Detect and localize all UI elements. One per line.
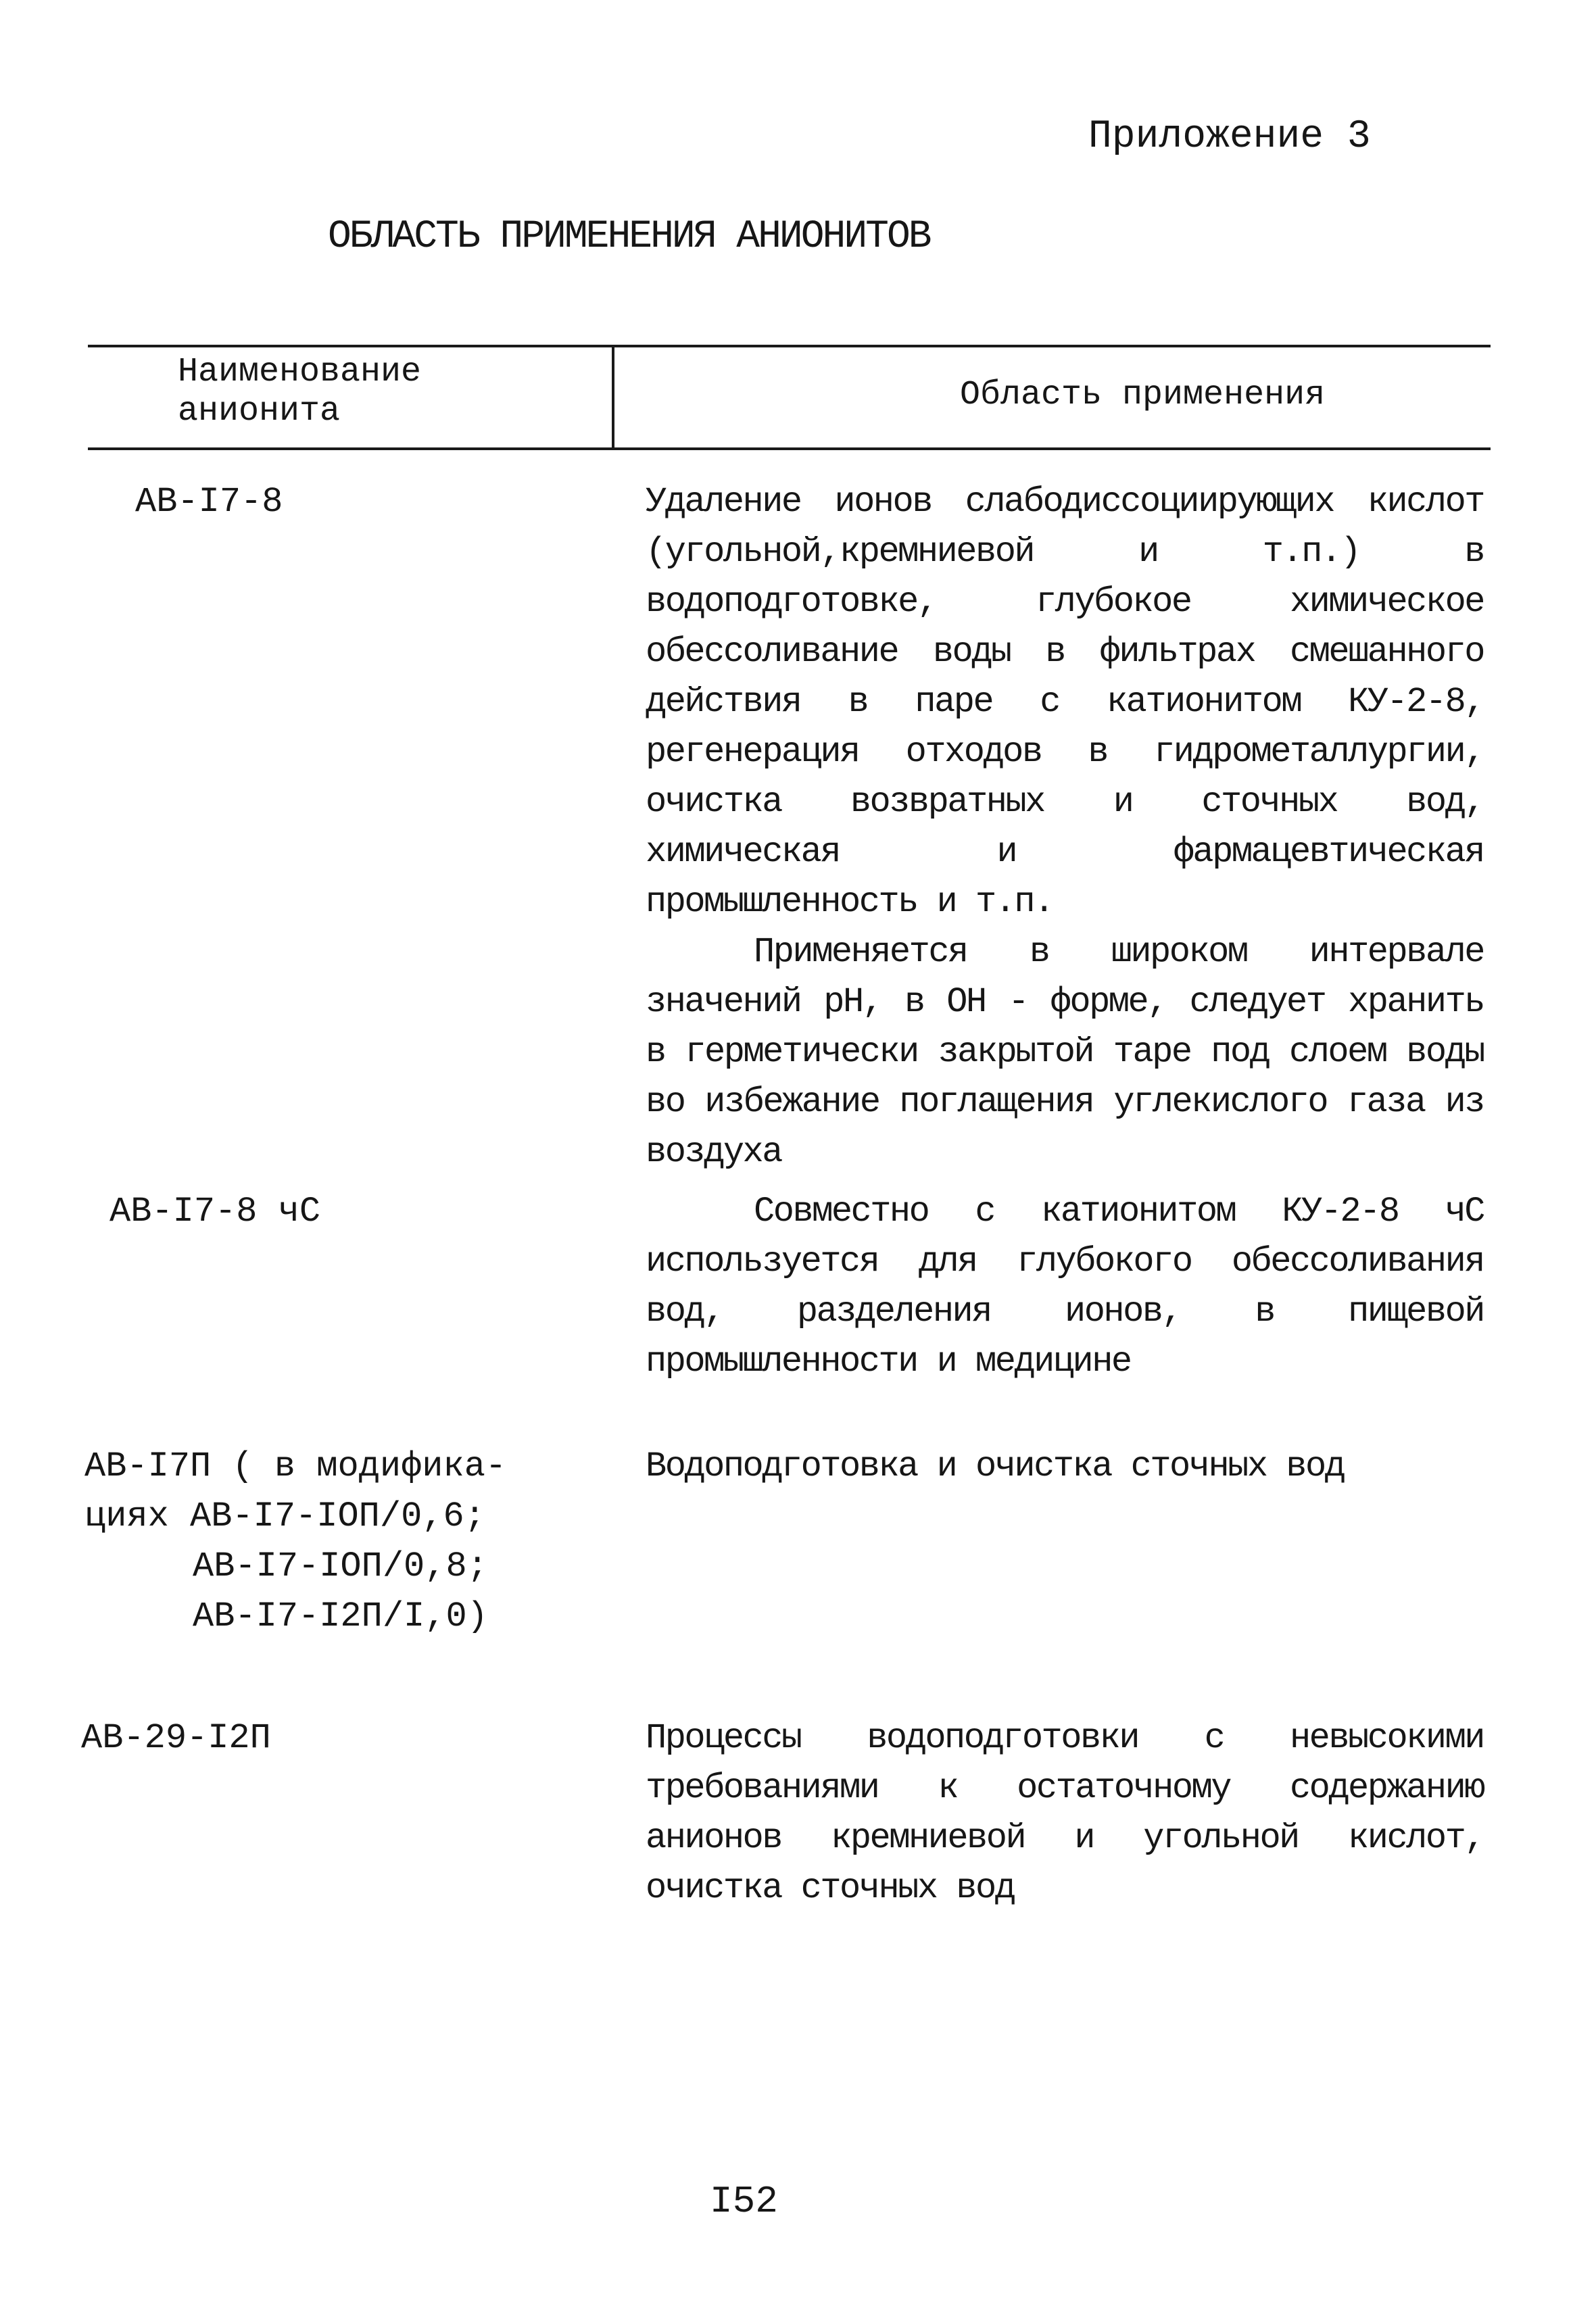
table-header-rule (88, 447, 1491, 450)
table-top-rule (88, 345, 1491, 347)
application-paragraph: Применяется в широком интервале значений рН, в ОН - форме, следует хранить в герметически закрытой таре под слоем воды во избежание поглащения углекислого газа из воздуха (646, 932, 1484, 1172)
application-paragraph: Совместно с катионитом КУ-2-8 чС используется для глубокого обессоливания вод, разделения ионов, в пищевой промышленности и медицине (646, 1192, 1484, 1382)
application-text (646, 477, 1484, 1177)
application-paragraph: Удаление ионов слабодиссоциирующих кислот (угольной,кремниевой и т.п.) в водоподготовке, глубокое химическое обессоливание воды в фильтрах смешанного действия в паре с катионитом КУ-2-8, регенерация отходов в гидрометаллургии, очистка возвратных и сточных вод, химическая и фармацевтическая промышленность и т.п. (646, 482, 1484, 922)
anionite-name-line: АВ-I7-IОП/0,8; (193, 1546, 488, 1586)
page-title: ОБЛАСТЬ ПРИМЕНЕНИЯ АНИОНИТОВ (328, 215, 930, 259)
page-number: I52 (710, 2180, 778, 2223)
anionite-name-line: АВ-I7-I2П/I,0) (193, 1597, 488, 1636)
anionite-name-line: АВ-I7-8 (135, 482, 283, 522)
anionite-name (110, 1187, 320, 1237)
application-text (646, 1442, 1484, 1492)
application-text (646, 1187, 1484, 1387)
anionite-name-line: АВ-I7-8 чС (110, 1192, 321, 1232)
anionite-name (84, 1442, 506, 1642)
column-header-name-line1: Наименование (178, 353, 422, 391)
column-header-name (178, 353, 421, 431)
column-header-name-line2: анионита (178, 392, 341, 431)
column-header-application: Область применения (960, 376, 1326, 414)
anionite-name-line: циях АВ-I7-IОП/0,6; (84, 1496, 485, 1536)
application-paragraph: Водоподготовка и очистка сточных вод (646, 1446, 1345, 1486)
appendix-label: Приложение 3 (1088, 115, 1371, 159)
application-text (646, 1713, 1484, 1914)
anionite-name (81, 1713, 271, 1763)
application-paragraph: Процессы водоподготовки с невысокими требованиями к остаточному содержанию анионов кремниевой и угольной кислот, очистка сточных вод (646, 1718, 1484, 1908)
table-header-divider (612, 345, 614, 449)
anionite-name-line: АВ-29-I2П (81, 1718, 271, 1758)
anionite-name-line: АВ-I7П ( в модифика- (84, 1446, 507, 1486)
anionite-name (135, 477, 283, 527)
